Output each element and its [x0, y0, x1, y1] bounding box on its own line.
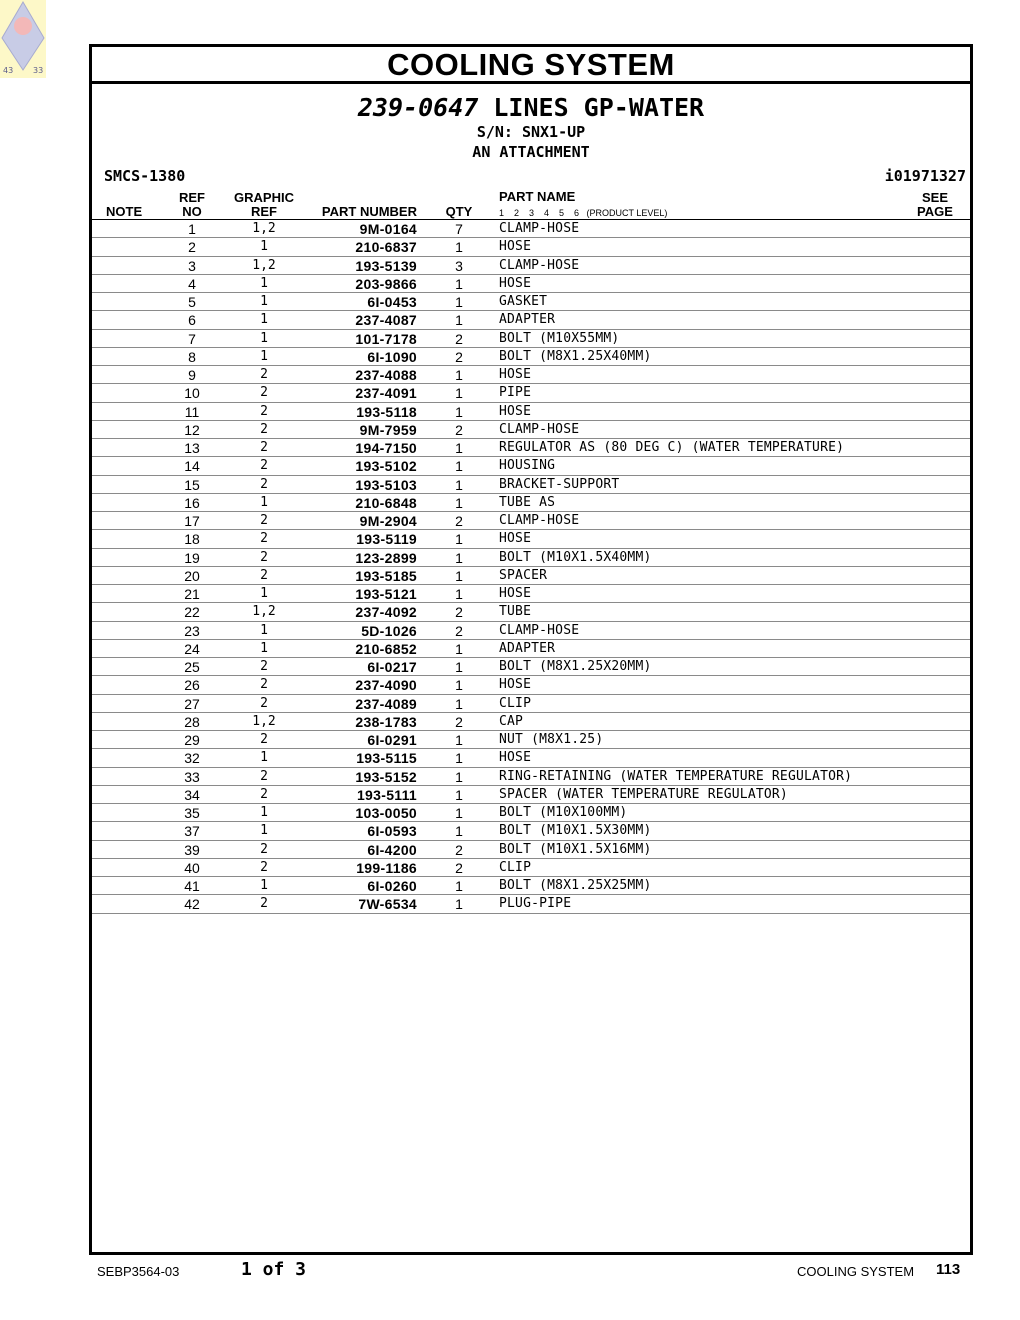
part-number: 6I-0593 — [367, 823, 417, 840]
col-part-number: PART NUMBER — [321, 204, 417, 219]
graphic-ref: 2 — [260, 549, 268, 565]
part-number: 6I-0217 — [367, 659, 417, 675]
graphic-ref: 1 — [260, 494, 268, 510]
qty: 1 — [455, 312, 463, 329]
part-name: BOLT (M10X1.5X30MM) — [499, 823, 652, 839]
graphic-ref: 2 — [260, 732, 268, 747]
ref-no: 10 — [184, 385, 200, 402]
illustration-id: i01971327 — [884, 167, 966, 185]
graphic-ref: 2 — [260, 367, 268, 382]
ref-no: 15 — [184, 476, 200, 493]
qty: 2 — [455, 421, 463, 438]
part-name: BOLT (M10X1.5X16MM) — [499, 841, 652, 857]
part-name: CLIP — [499, 695, 532, 711]
part-number: 5D-1026 — [361, 622, 417, 639]
part-number: 237-4092 — [355, 604, 417, 621]
qty: 1 — [455, 549, 463, 566]
part-name: RING-RETAINING (WATER TEMPERATURE REGULATOR) — [499, 768, 853, 784]
qty: 2 — [455, 348, 463, 365]
part-number: 9M-7959 — [359, 421, 417, 438]
qty: 2 — [455, 622, 463, 639]
graphic-ref: 1 — [260, 750, 268, 766]
part-number: 103-0050 — [355, 805, 417, 821]
col-graphic-2: REF — [251, 204, 277, 219]
footer-doc-number: SEBP3564-03 — [97, 1264, 180, 1279]
graphic-ref: 1,2 — [252, 713, 276, 729]
graphic-ref: 2 — [260, 476, 268, 492]
qty: 1 — [455, 567, 463, 584]
graphic-ref: 2 — [260, 531, 268, 547]
attachment-type: AN ATTACHMENT — [472, 143, 590, 161]
table-row — [92, 877, 970, 895]
group-name: LINES GP-WATER — [493, 93, 705, 122]
ref-no: 12 — [184, 421, 200, 438]
graphic-ref: 1 — [260, 823, 268, 839]
table-row — [92, 859, 970, 877]
part-number: 101-7178 — [355, 330, 417, 347]
graphic-ref: 2 — [260, 677, 268, 693]
part-name: HOSE — [499, 586, 532, 601]
table-row — [92, 713, 970, 731]
table-header — [92, 189, 970, 220]
table-row — [92, 403, 970, 421]
part-name: SPACER (WATER TEMPERATURE REGULATOR) — [499, 786, 788, 802]
qty: 1 — [455, 823, 463, 840]
ref-no: 1 — [188, 221, 196, 237]
part-number: 9M-2904 — [359, 513, 417, 529]
graphic-ref: 1 — [260, 586, 268, 601]
qty: 2 — [455, 713, 463, 730]
ref-no: 20 — [184, 567, 200, 584]
table-row — [92, 549, 970, 567]
table-row — [92, 841, 970, 859]
ref-no: 34 — [184, 786, 200, 803]
table-row — [92, 530, 970, 548]
qty: 2 — [455, 513, 463, 529]
part-name: TUBE AS — [499, 494, 556, 510]
graphic-ref: 2 — [260, 421, 268, 437]
graphic-ref: 1,2 — [252, 257, 276, 273]
part-name: REGULATOR AS (80 DEG C) (WATER TEMPERATURE) — [499, 440, 845, 455]
table-row — [92, 567, 970, 585]
part-name: HOSE — [499, 403, 532, 419]
part-number: 237-4088 — [355, 367, 417, 383]
ref-no: 7 — [188, 330, 196, 347]
table-row — [92, 275, 970, 293]
part-number: 238-1783 — [355, 713, 417, 730]
publisher-logo — [0, 0, 46, 78]
ref-no: 33 — [184, 768, 200, 785]
part-name: CLAMP-HOSE — [499, 257, 580, 273]
part-name: HOSE — [499, 275, 532, 291]
qty: 1 — [455, 476, 463, 493]
qty: 1 — [455, 786, 463, 803]
ref-no: 16 — [184, 494, 200, 511]
ref-no: 27 — [184, 695, 200, 712]
graphic-ref: 2 — [260, 440, 268, 455]
part-name: BOLT (M8X1.25X25MM) — [499, 878, 652, 893]
qty: 2 — [455, 841, 463, 858]
qty: 1 — [455, 294, 463, 310]
ref-no: 29 — [184, 732, 200, 748]
graphic-ref: 2 — [260, 841, 268, 857]
ref-no: 28 — [184, 713, 200, 730]
qty: 1 — [455, 494, 463, 511]
graphic-ref: 2 — [260, 896, 268, 912]
col-part-name: PART NAME — [499, 189, 576, 204]
ref-no: 9 — [188, 367, 196, 383]
part-number: 210-6852 — [355, 640, 417, 657]
table-row — [92, 658, 970, 676]
graphic-ref: 1 — [260, 878, 268, 893]
part-number: 7W-6534 — [358, 896, 417, 913]
part-name: BRACKET-SUPPORT — [499, 476, 620, 492]
table-row — [92, 695, 970, 713]
graphic-ref: 1,2 — [252, 604, 276, 620]
graphic-ref: 2 — [260, 458, 268, 474]
table-row — [92, 768, 970, 786]
graphic-ref: 1 — [260, 239, 268, 255]
table-row — [92, 822, 970, 840]
ref-no: 21 — [184, 586, 200, 602]
table-row — [92, 238, 970, 256]
svg-text:33: 33 — [33, 66, 44, 75]
part-name: SPACER — [499, 567, 548, 583]
smcs-line — [92, 167, 970, 189]
part-number: 193-5139 — [355, 257, 417, 274]
qty: 1 — [455, 458, 463, 475]
qty: 1 — [455, 659, 463, 675]
table-row — [92, 476, 970, 494]
part-number: 210-6848 — [355, 494, 417, 511]
qty: 1 — [455, 367, 463, 383]
table-row — [92, 676, 970, 694]
ref-no: 3 — [188, 257, 196, 274]
part-number: 6I-0453 — [367, 294, 417, 310]
graphic-ref: 1 — [260, 275, 268, 291]
table-row — [92, 439, 970, 457]
qty: 1 — [455, 732, 463, 748]
part-name: BOLT (M8X1.25X40MM) — [499, 348, 652, 364]
part-number: 193-5152 — [355, 768, 417, 785]
graphic-ref: 1 — [260, 330, 268, 346]
ref-no: 35 — [184, 805, 200, 821]
qty: 1 — [455, 239, 463, 256]
qty: 1 — [455, 878, 463, 894]
part-name: HOSE — [499, 239, 532, 255]
qty: 2 — [455, 859, 463, 876]
qty: 1 — [455, 750, 463, 767]
graphic-ref: 2 — [260, 513, 268, 528]
ref-no: 19 — [184, 549, 200, 566]
part-name: BOLT (M10X100MM) — [499, 805, 628, 820]
part-name: CLAMP-HOSE — [499, 421, 580, 437]
ref-no: 13 — [184, 440, 200, 456]
ref-no: 24 — [184, 640, 200, 657]
page-frame — [89, 44, 973, 1255]
part-name: PLUG-PIPE — [499, 896, 572, 912]
part-number: 6I-4200 — [367, 841, 417, 858]
col-qty: QTY — [445, 204, 473, 219]
ref-no: 25 — [184, 659, 200, 675]
part-number: 237-4091 — [355, 385, 417, 402]
table-row — [92, 512, 970, 530]
part-name: GASKET — [499, 294, 548, 309]
part-number: 210-6837 — [355, 239, 417, 256]
graphic-ref: 2 — [260, 403, 268, 419]
group-number: 239-0647 — [357, 93, 479, 122]
part-name: CLAMP-HOSE — [499, 622, 580, 638]
footer-page-number: 113 — [936, 1261, 961, 1278]
col-see-2: PAGE — [917, 204, 953, 219]
ref-no: 37 — [184, 823, 200, 840]
ref-no: 23 — [184, 622, 200, 639]
ref-no: 8 — [188, 348, 196, 365]
svg-text:43: 43 — [3, 66, 14, 75]
qty: 1 — [455, 640, 463, 657]
qty: 1 — [455, 440, 463, 456]
qty: 2 — [455, 604, 463, 621]
graphic-ref: 2 — [260, 786, 268, 802]
part-name: ADAPTER — [499, 312, 556, 328]
part-name: CLAMP-HOSE — [499, 221, 580, 236]
qty: 1 — [455, 403, 463, 420]
part-name: BOLT (M10X55MM) — [499, 330, 620, 346]
ref-no: 2 — [188, 239, 196, 256]
graphic-ref: 1 — [260, 622, 268, 638]
ref-no: 26 — [184, 677, 200, 694]
ref-no: 18 — [184, 531, 200, 548]
table-row — [92, 330, 970, 348]
ref-no: 5 — [188, 294, 196, 310]
part-number: 193-5115 — [356, 750, 417, 767]
part-number: 6I-0260 — [367, 878, 417, 894]
col-note: NOTE — [106, 204, 143, 219]
qty: 1 — [455, 896, 463, 913]
qty: 1 — [455, 385, 463, 402]
part-number: 6I-0291 — [367, 732, 417, 748]
part-name: CLAMP-HOSE — [499, 513, 580, 528]
qty: 1 — [455, 275, 463, 292]
part-name: NUT (M8X1.25) — [499, 732, 604, 747]
part-number: 6I-1090 — [367, 348, 417, 365]
table-row — [92, 348, 970, 366]
part-name: ADAPTER — [499, 640, 556, 656]
part-name: HOSE — [499, 531, 532, 547]
table-row — [92, 366, 970, 384]
ref-no: 17 — [184, 513, 200, 529]
table-row — [92, 421, 970, 439]
graphic-ref: 2 — [260, 385, 268, 401]
ref-no: 4 — [188, 275, 196, 292]
graphic-ref: 2 — [260, 768, 268, 784]
table-row — [92, 895, 970, 913]
table-row — [92, 731, 970, 749]
graphic-ref: 2 — [260, 695, 268, 711]
qty: 1 — [455, 695, 463, 712]
ref-no: 22 — [184, 604, 200, 621]
part-name: HOSE — [499, 677, 532, 693]
ref-no: 40 — [184, 859, 200, 876]
qty: 2 — [455, 330, 463, 347]
graphic-ref: 1 — [260, 294, 268, 309]
part-number: 193-5102 — [355, 458, 417, 475]
qty: 1 — [455, 586, 463, 602]
qty: 1 — [455, 768, 463, 785]
part-number: 193-5118 — [356, 403, 417, 420]
part-number: 237-4090 — [355, 677, 417, 694]
table-row — [92, 257, 970, 275]
graphic-ref: 2 — [260, 859, 268, 875]
page-footer — [0, 1256, 1020, 1286]
parts-table-body — [92, 220, 970, 914]
part-name: HOUSING — [499, 458, 556, 474]
graphic-ref: 1 — [260, 805, 268, 820]
qty: 1 — [455, 677, 463, 694]
graphic-ref: 2 — [260, 659, 268, 674]
table-row — [92, 786, 970, 804]
col-see-1: SEE — [921, 190, 948, 205]
part-number: 193-5185 — [355, 567, 417, 584]
qty: 7 — [455, 221, 463, 237]
group-title — [92, 94, 970, 122]
part-number: 9M-0164 — [359, 221, 417, 237]
ref-no: 42 — [184, 896, 200, 913]
part-number: 193-5111 — [356, 786, 417, 803]
serial-range: S/N: SNX1-UP — [476, 123, 586, 141]
section-title: COOLING SYSTEM — [92, 47, 970, 84]
part-name: HOSE — [499, 367, 532, 382]
table-row — [92, 293, 970, 311]
part-name: BOLT (M10X1.5X40MM) — [499, 549, 652, 565]
part-name: TUBE — [499, 604, 532, 620]
qty: 3 — [455, 257, 463, 274]
graphic-ref: 1,2 — [252, 221, 276, 236]
table-row — [92, 603, 970, 621]
ref-no: 39 — [184, 841, 200, 858]
part-number: 193-5103 — [355, 476, 417, 493]
ref-no: 6 — [188, 312, 196, 329]
col-ref-1: REF — [179, 190, 205, 205]
graphic-ref: 1 — [260, 640, 268, 656]
graphic-ref: 1 — [260, 348, 268, 364]
footer-page-of: 1 of 3 — [241, 1259, 307, 1280]
part-number: 237-4087 — [355, 312, 417, 329]
table-row — [92, 804, 970, 822]
qty: 1 — [455, 531, 463, 548]
smcs-code: SMCS-1380 — [104, 167, 186, 185]
ref-no: 41 — [184, 878, 200, 894]
part-number: 199-1186 — [356, 859, 417, 876]
table-row — [92, 585, 970, 603]
part-number: 237-4089 — [355, 695, 417, 712]
ref-no: 32 — [184, 750, 200, 767]
part-number: 193-5119 — [356, 531, 417, 548]
table-row — [92, 640, 970, 658]
col-product-level: 1 2 3 4 5 6 (PRODUCT LEVEL) — [499, 208, 668, 218]
footer-section: COOLING SYSTEM — [797, 1264, 915, 1279]
part-name: BOLT (M8X1.25X20MM) — [499, 659, 652, 674]
col-graphic-1: GRAPHIC — [234, 190, 294, 205]
part-name: PIPE — [499, 385, 532, 401]
qty: 1 — [455, 805, 463, 821]
graphic-ref: 2 — [260, 567, 268, 583]
table-row — [92, 622, 970, 640]
table-row — [92, 749, 970, 767]
part-number: 123-2899 — [355, 549, 417, 566]
part-name: CLIP — [499, 859, 532, 875]
graphic-ref: 1 — [260, 312, 268, 328]
table-row — [92, 384, 970, 402]
part-name: HOSE — [499, 750, 532, 766]
part-number: 194-7150 — [355, 440, 417, 456]
col-ref-2: NO — [182, 204, 202, 219]
part-name: CAP — [499, 713, 524, 729]
table-row — [92, 457, 970, 475]
table-row — [92, 494, 970, 512]
ref-no: 14 — [184, 458, 200, 475]
table-row — [92, 311, 970, 329]
ref-no: 11 — [184, 403, 200, 420]
table-row — [92, 220, 970, 238]
part-number: 193-5121 — [355, 586, 417, 602]
part-number: 203-9866 — [355, 275, 417, 292]
